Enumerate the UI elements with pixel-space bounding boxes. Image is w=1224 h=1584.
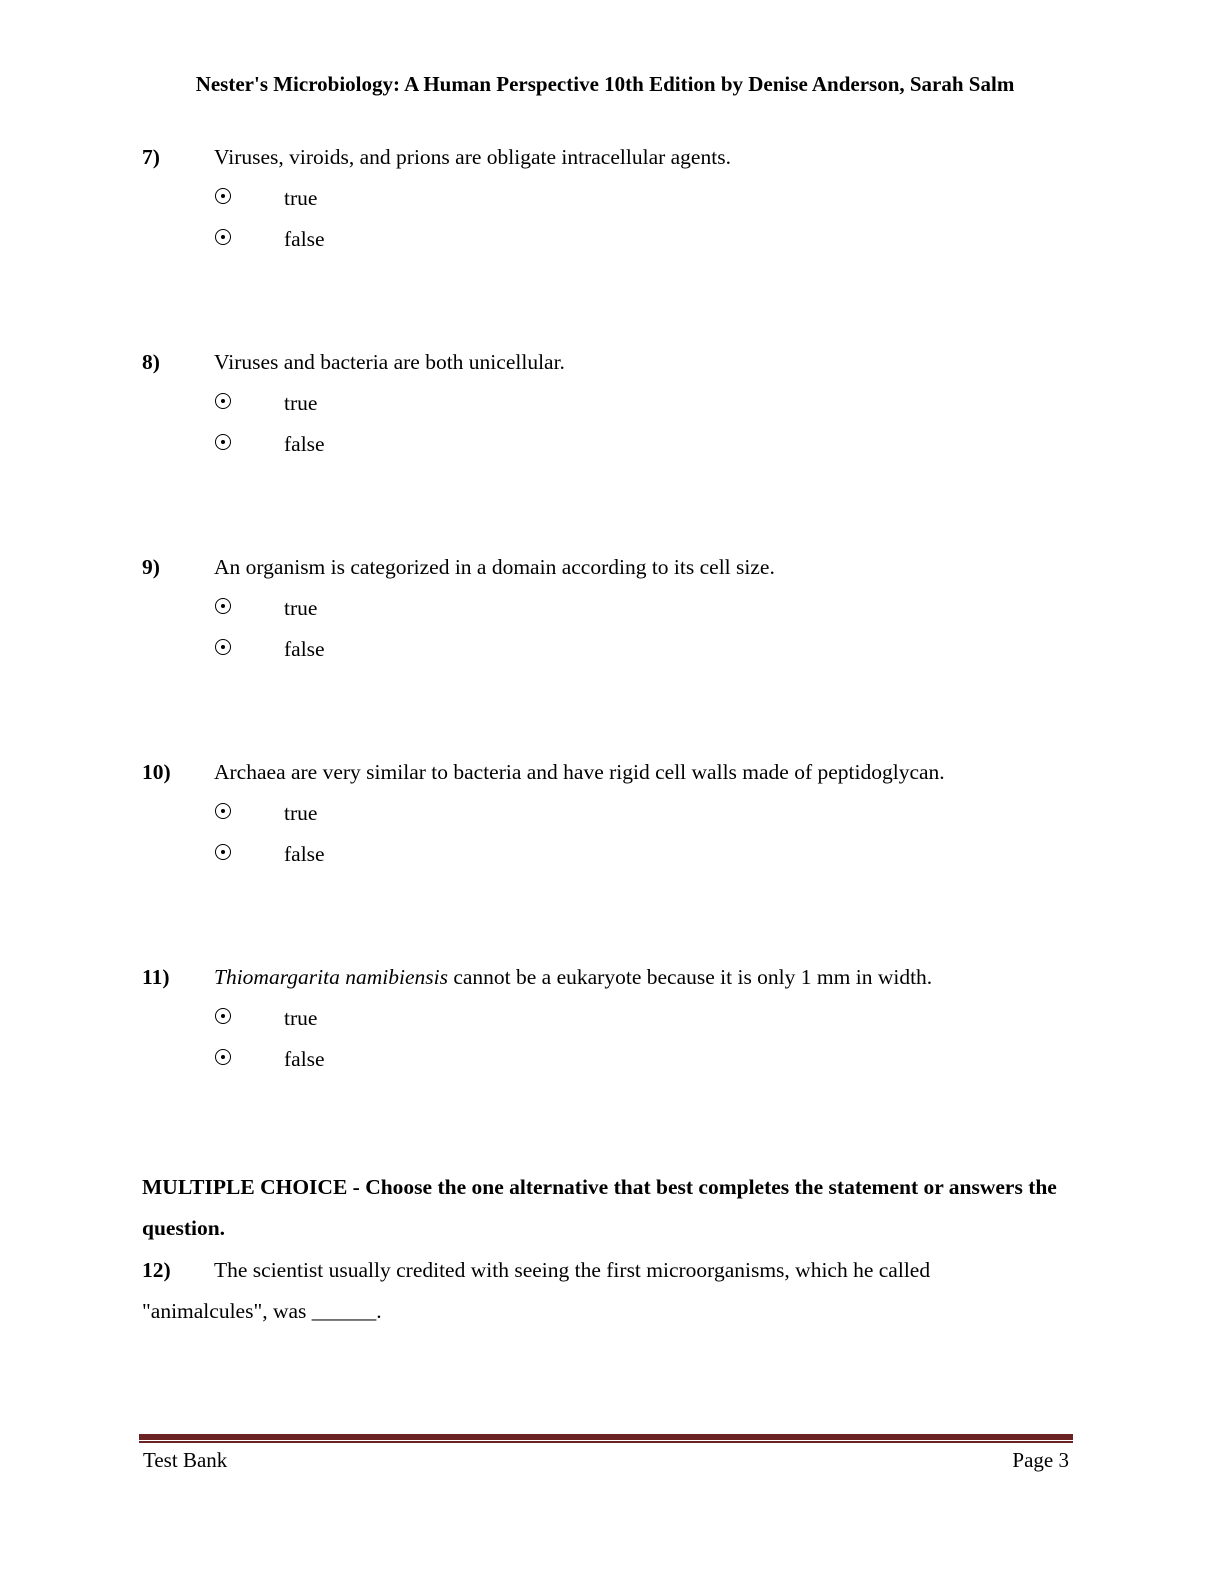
- question-number: 12): [142, 1258, 171, 1282]
- question-text-rest: cannot be a eukaryote because it is only 1 mm in width.: [447, 965, 933, 989]
- question-11: [142, 963, 1082, 1073]
- question-7: [142, 143, 1082, 253]
- question-number: 11): [142, 965, 170, 989]
- footer-label: Test Bank: [143, 1448, 228, 1472]
- radio-button-icon[interactable]: [215, 434, 231, 450]
- radio-button-icon[interactable]: [215, 1049, 231, 1065]
- option-false[interactable]: [142, 430, 1082, 458]
- radio-button-icon[interactable]: [215, 1008, 231, 1024]
- option-label: true: [284, 391, 318, 415]
- question-number: 9): [142, 555, 160, 579]
- radio-button-icon[interactable]: [215, 639, 231, 655]
- option-true[interactable]: [142, 799, 1082, 827]
- species-name: Thiomargarita namibiensis: [214, 965, 448, 989]
- radio-button-icon[interactable]: [215, 844, 231, 860]
- option-label: true: [284, 801, 318, 825]
- option-label: true: [284, 596, 318, 620]
- section-heading: MULTIPLE CHOICE - Choose the one alternative that best completes the statement or answers the question.: [142, 1175, 1057, 1240]
- option-false[interactable]: [142, 840, 1082, 868]
- option-label: false: [284, 227, 325, 251]
- radio-button-icon[interactable]: [215, 229, 231, 245]
- question-12: [142, 1250, 1042, 1332]
- question-text: The scientist usually credited with seeing the first microorganisms, which he called "animalcules", was ______.: [142, 1258, 931, 1323]
- question-number: 8): [142, 350, 160, 374]
- option-false[interactable]: [142, 635, 1082, 663]
- question-line: [142, 553, 1082, 581]
- option-label: false: [284, 637, 325, 661]
- option-false[interactable]: [142, 225, 1082, 253]
- question-9: [142, 553, 1082, 663]
- question-text: [214, 963, 932, 991]
- question-10: [142, 758, 1082, 868]
- question-number: 7): [142, 145, 160, 169]
- option-true[interactable]: [142, 389, 1082, 417]
- radio-button-icon[interactable]: [215, 803, 231, 819]
- question-text: Viruses, viroids, and prions are obligate intracellular agents.: [214, 145, 731, 169]
- question-8: [142, 348, 1082, 458]
- page-number: Page 3: [1012, 1448, 1069, 1472]
- option-label: false: [284, 842, 325, 866]
- option-label: false: [284, 1047, 325, 1071]
- option-true[interactable]: [142, 1004, 1082, 1032]
- question-number: 10): [142, 760, 171, 784]
- option-label: false: [284, 432, 325, 456]
- footer-divider-thin: [139, 1441, 1073, 1443]
- option-label: true: [284, 1006, 318, 1030]
- question-line: [142, 758, 1082, 786]
- option-true[interactable]: [142, 594, 1082, 622]
- radio-button-icon[interactable]: [215, 598, 231, 614]
- option-false[interactable]: [142, 1045, 1082, 1073]
- question-line: [142, 143, 1082, 171]
- question-text: Viruses and bacteria are both unicellular.: [214, 350, 565, 374]
- question-text: An organism is categorized in a domain according to its cell size.: [214, 555, 775, 579]
- question-text: Archaea are very similar to bacteria and have rigid cell walls made of peptidoglycan.: [214, 760, 945, 784]
- footer-divider: [139, 1434, 1073, 1440]
- question-line: [142, 348, 1082, 376]
- option-label: true: [284, 186, 318, 210]
- radio-button-icon[interactable]: [215, 188, 231, 204]
- running-header: Nester's Microbiology: A Human Perspective 10th Edition by Denise Anderson, Sarah Salm: [195, 72, 1015, 96]
- option-true[interactable]: [142, 184, 1082, 212]
- question-line: [142, 963, 1082, 991]
- radio-button-icon[interactable]: [215, 393, 231, 409]
